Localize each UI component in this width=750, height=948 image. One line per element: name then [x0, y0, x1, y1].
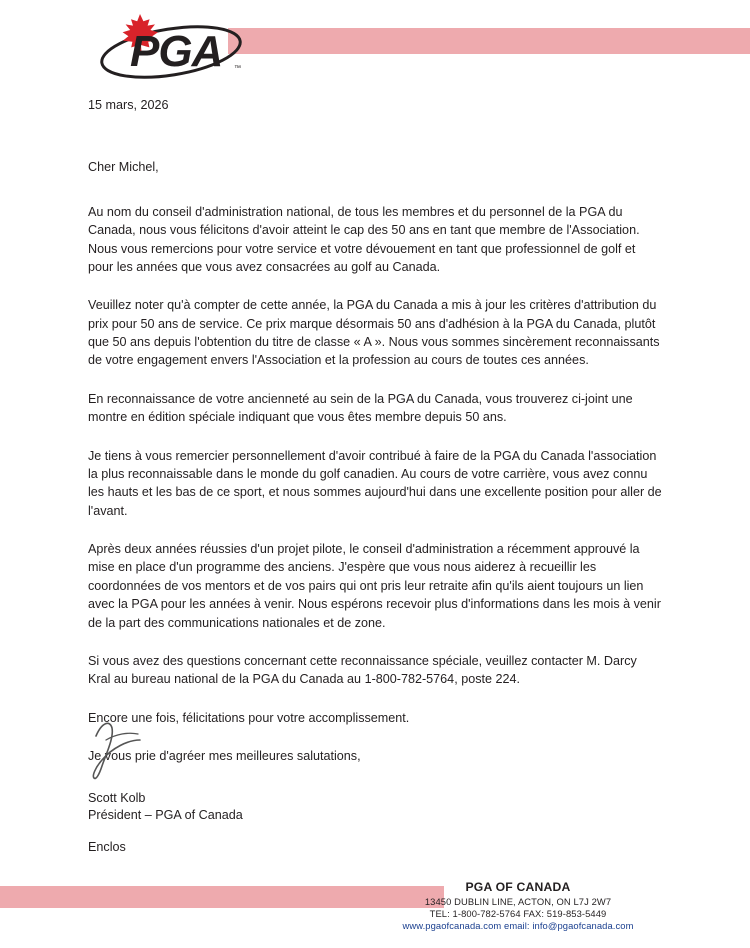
- letter-paragraph-7: Encore une fois, félicitations pour votre accomplissement.: [88, 710, 410, 725]
- letter-footer: [0, 880, 750, 948]
- letter-date: 15 mars, 2026: [88, 98, 169, 112]
- footer-contact-block: [308, 880, 728, 932]
- footer-phone-fax: TEL: 1-800-782-5764 FAX: 519-853-5449: [429, 908, 607, 919]
- footer-org-name: PGA OF CANADA: [465, 880, 571, 894]
- footer-web-email[interactable]: www.pgaofcanada.com email: info@pgaofcanada.com: [402, 920, 634, 931]
- pga-logo: [96, 8, 246, 84]
- letter-salutation: Cher Michel,: [88, 160, 159, 175]
- signature-block: [88, 710, 488, 824]
- letter-body: [88, 96, 662, 785]
- signature-mark: [88, 710, 208, 782]
- signature-name: Scott Kolb: [88, 791, 146, 805]
- letter-header: [0, 0, 750, 88]
- letter-paragraph-2: Veuillez noter qu'à compter de cette année, la PGA du Canada a mis à jour les critères d'attribution du prix pour 50 ans de service. Ce prix marque désormais 50 ans d'adhésion à la PGA du Canada, plutôt que 50 ans depuis l'obtention du titre de classe « A ». Nous vous sommes sincèrement reconnaissants de votre engagement envers l'Association et la profession au cours de toutes ces années.: [88, 298, 660, 368]
- letter-paragraph-6: Si vous avez des questions concernant cette reconnaissance spéciale, veuillez contacter M. Darcy Kral au bureau national de la PGA du Canada au 1-800-782-5764, poste 224.: [88, 653, 637, 687]
- footer-address: 13450 DUBLIN LINE, ACTON, ON L7J 2W7: [424, 896, 612, 907]
- header-accent-bar: [228, 28, 750, 54]
- enclosure-note: Enclos: [88, 840, 126, 854]
- signature-title: Président – PGA of Canada: [88, 808, 243, 822]
- letter-paragraph-1: Au nom du conseil d'administration national, de tous les membres et du personnel de la PGA du Canada, nous vous félicitons d'avoir atteint le cap des 50 ans en tant que membre de l'Association. Nous vous remercions pour votre service et votre dévouement en tant que professionnel de golf et pour les années que vous avez consacrées au golf au Canada.: [88, 204, 640, 274]
- letter-paragraph-5: Après deux années réussies d'un projet pilote, le conseil d'administration a récemment approuvé la mise en place d'un programme des anciens. J'espère que vous nous aiderez à recueillir les coordonnées de vos mentors et de vos pairs qui ont pris leur retraite afin qu'ils aient toujours un lien avec la PGA pour les années à venir. Nous espérons recevoir plus d'informations dans les mois à venir de la part des communications nationales et de zone.: [88, 542, 661, 630]
- svg-text:PGA: PGA: [130, 27, 223, 76]
- svg-text:™: ™: [234, 65, 241, 72]
- letter-paragraph-3: En reconnaissance de votre ancienneté au sein de la PGA du Canada, vous trouverez ci-joint une montre en édition spéciale indiquant que vous êtes membre depuis 50 ans.: [88, 391, 633, 425]
- letter-closing: Je vous prie d'agréer mes meilleures salutations,: [88, 749, 361, 763]
- letter-paragraph-4: Je tiens à vous remercier personnellement d'avoir contribué à faire de la PGA du Canada l'association la plus reconnaissable dans le monde du golf canadien. Au cours de votre carrière, vous avez connu les hauts et les bas de ce sport, et nous sommes aujourd'hui dans une excellente position pour aller de l'avant.: [88, 448, 662, 518]
